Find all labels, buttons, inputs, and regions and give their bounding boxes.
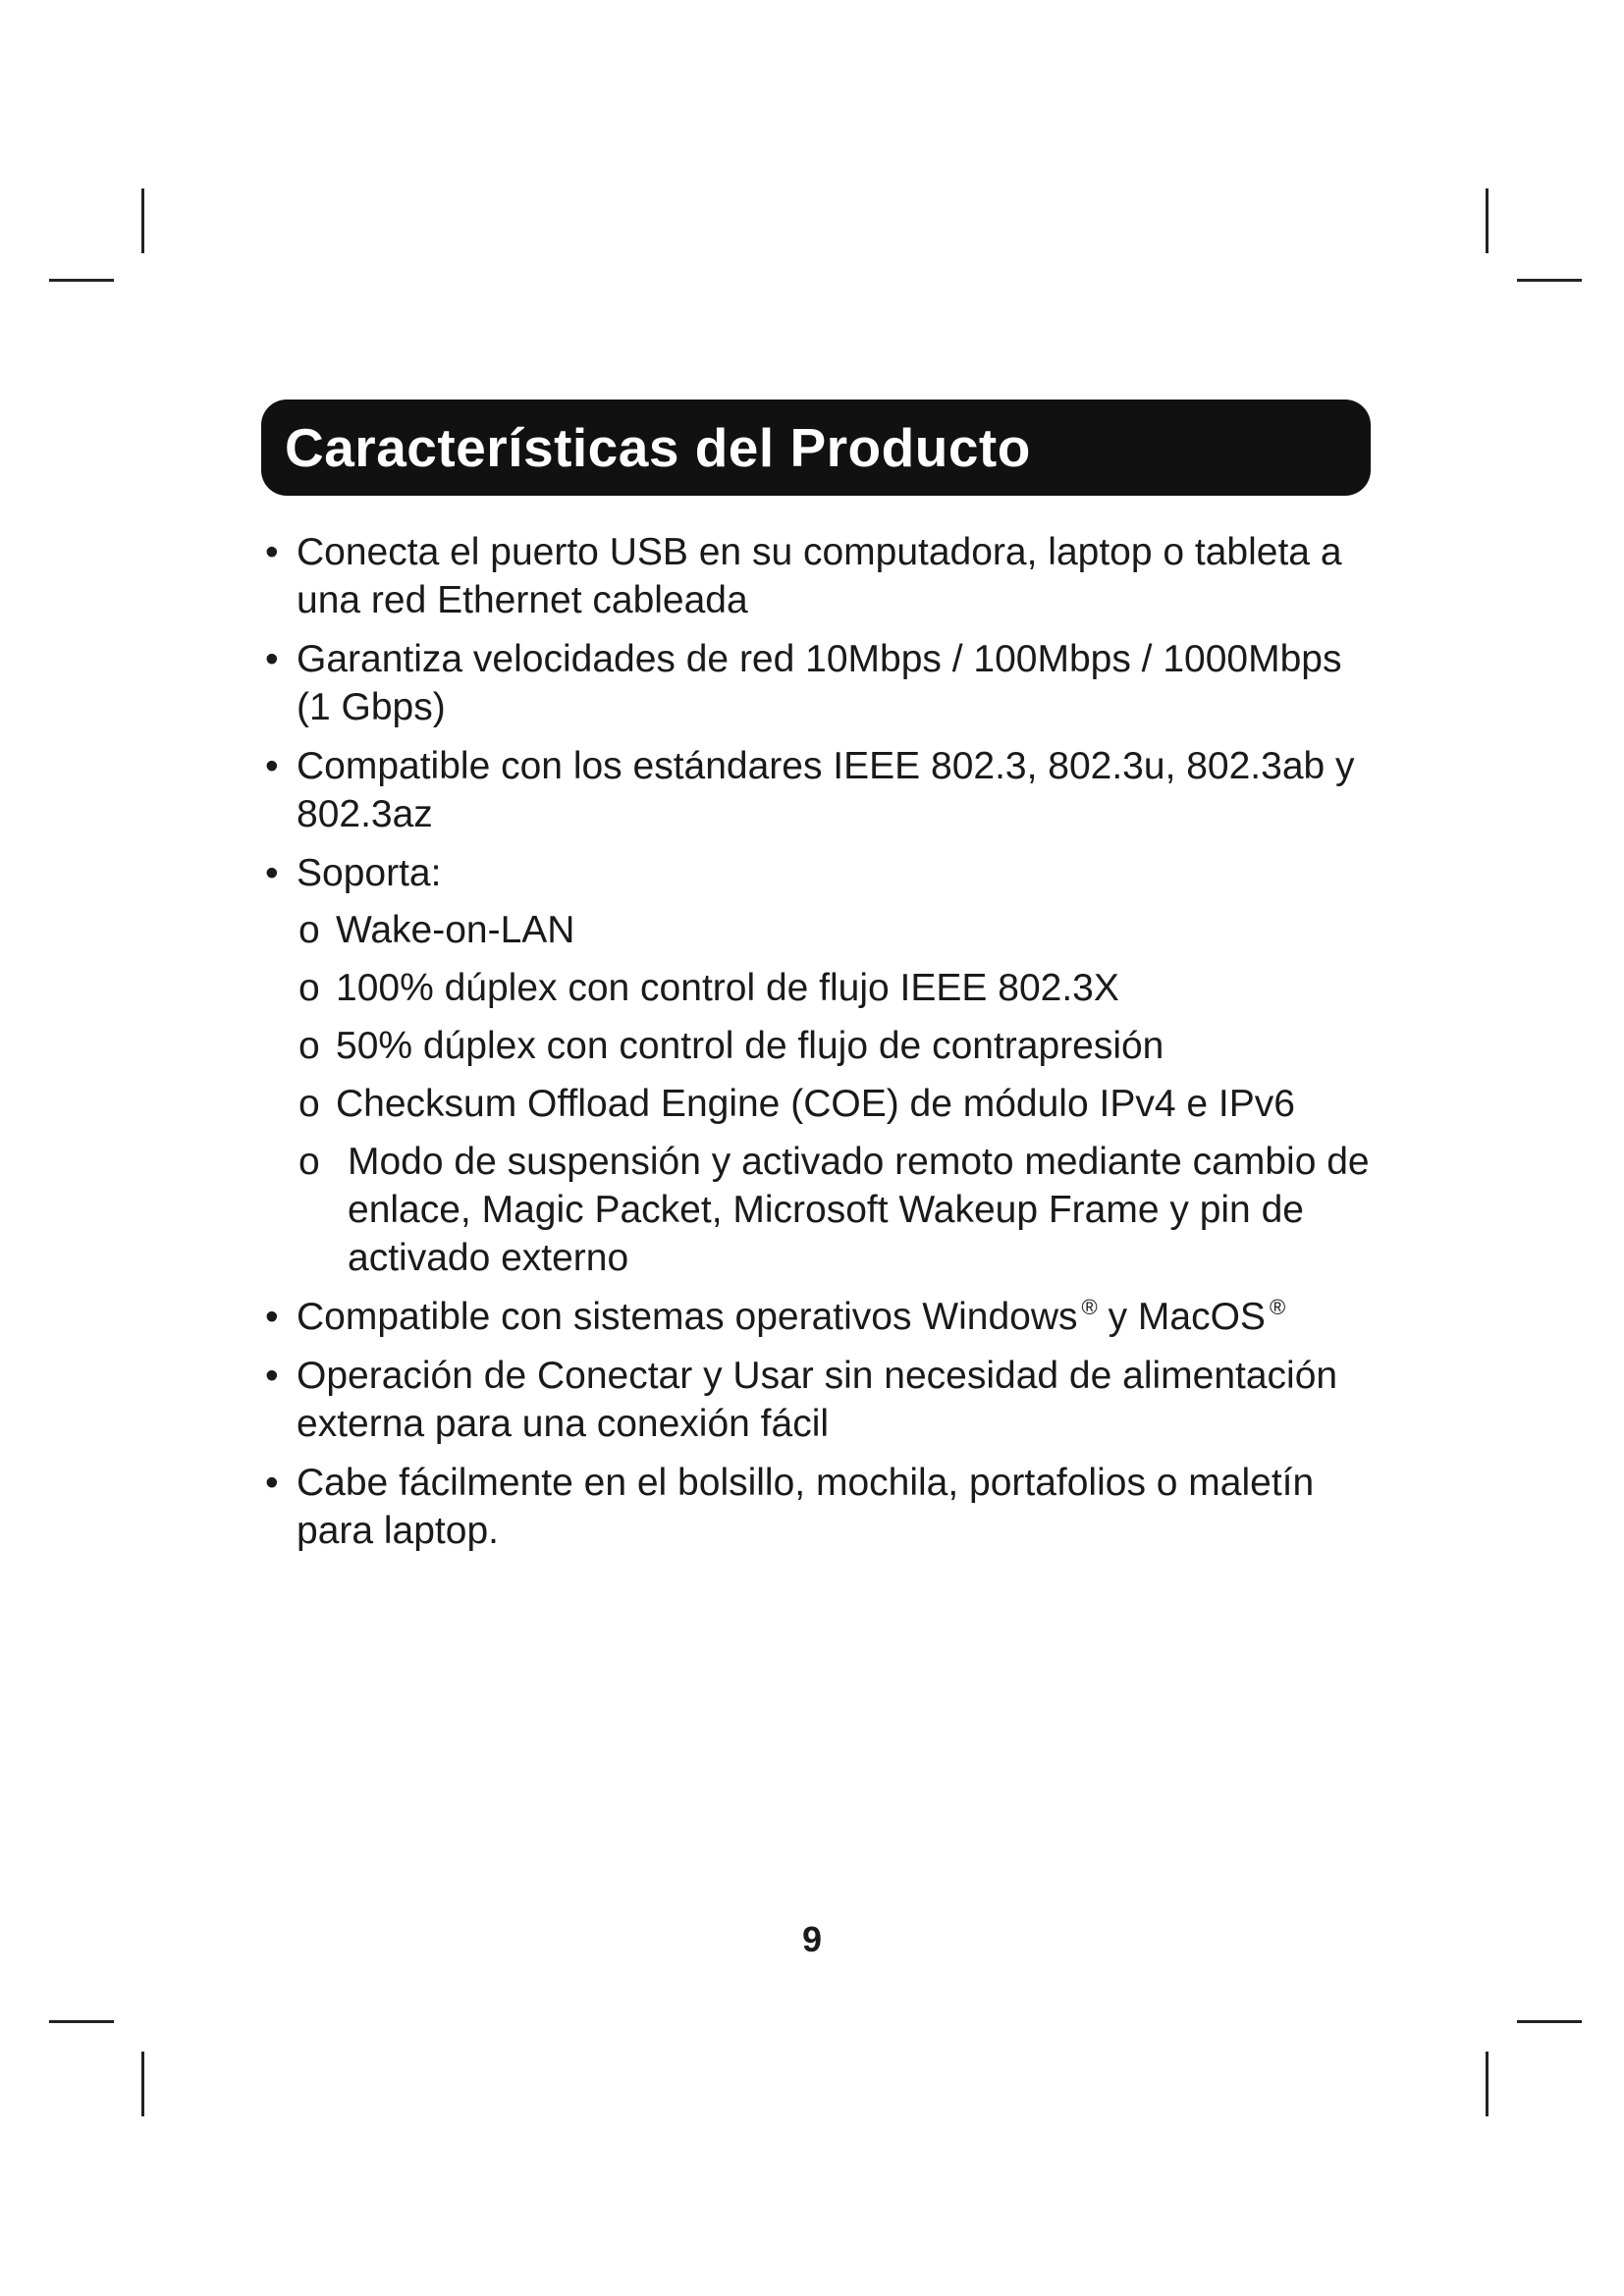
crop-mark-bottom-right-vertical: [1486, 2052, 1489, 2116]
bullet-glyph: •: [265, 852, 279, 894]
feature-item: [261, 1352, 1371, 1448]
bullet-glyph: •: [265, 638, 279, 680]
section-header-bar: [261, 400, 1371, 496]
crop-mark-top-right-horizontal: [1517, 279, 1582, 282]
sub-item: [297, 1138, 1371, 1282]
sub-marker: o: [298, 967, 320, 1009]
feature-item: [261, 742, 1371, 838]
sub-item: [297, 964, 1371, 1012]
sub-item-text: Modo de suspensión y activado remoto mediante cambio de enlace, Magic Packet, Microsoft Wakeup Frame y pin de activado externo: [348, 1141, 1370, 1279]
os-text-macos: y MacOS: [1097, 1296, 1266, 1338]
bullet-glyph: •: [265, 531, 279, 573]
sub-item: [297, 1080, 1371, 1128]
sub-marker: o: [298, 1083, 320, 1125]
feature-text: [297, 1293, 1371, 1341]
bullet-glyph: •: [265, 1355, 279, 1397]
bullet-glyph: •: [265, 1462, 279, 1504]
bullet-glyph: •: [265, 1296, 279, 1338]
sub-marker: o: [298, 1025, 320, 1067]
sub-item-text: Wake-on-LAN: [336, 909, 575, 951]
feature-item-supports: [261, 849, 1371, 1282]
crop-mark-bottom-right-horizontal: [1517, 2020, 1582, 2023]
sub-item-text: 100% dúplex con control de flujo IEEE 802.3X: [336, 967, 1119, 1009]
sub-item: [297, 1022, 1371, 1070]
feature-text: Garantiza velocidades de red 10Mbps / 100Mbps / 1000Mbps (1 Gbps): [297, 638, 1342, 728]
supports-sublist: [297, 906, 1371, 1282]
crop-mark-top-left-horizontal: [49, 279, 114, 282]
feature-item: [261, 1293, 1371, 1341]
section-title: Características del Producto: [285, 417, 1031, 478]
feature-item: [261, 1459, 1371, 1555]
feature-text: Soporta:: [297, 852, 442, 894]
sub-marker: o: [298, 909, 320, 951]
sub-item-text: 50% dúplex con control de flujo de contrapresión: [336, 1025, 1164, 1067]
crop-mark-top-right-vertical: [1486, 188, 1489, 253]
registered-mark: ®: [1269, 1295, 1286, 1319]
crop-mark-bottom-left-vertical: [141, 2052, 144, 2116]
sub-item: [297, 906, 1371, 954]
page-number: 9: [801, 1919, 823, 1959]
crop-mark-top-left-vertical: [141, 188, 144, 253]
feature-item: [261, 528, 1371, 624]
os-text-windows: Compatible con sistemas operativos Windows: [297, 1296, 1078, 1338]
registered-mark: ®: [1081, 1295, 1098, 1319]
bullet-glyph: •: [265, 745, 279, 787]
feature-text: Operación de Conectar y Usar sin necesidad de alimentación externa para una conexión fácil: [297, 1355, 1338, 1445]
feature-text: Cabe fácilmente en el bolsillo, mochila, portafolios o maletín para laptop.: [297, 1462, 1315, 1552]
sub-marker: o: [298, 1141, 320, 1183]
crop-mark-bottom-left-horizontal: [49, 2020, 114, 2023]
feature-text: Compatible con los estándares IEEE 802.3, 802.3u, 802.3ab y 802.3az: [297, 745, 1355, 835]
feature-item: [261, 635, 1371, 731]
sub-item-text: Checksum Offload Engine (COE) de módulo IPv4 e IPv6: [336, 1083, 1295, 1125]
feature-list: [261, 528, 1371, 1566]
feature-text: Conecta el puerto USB en su computadora, laptop o tableta a una red Ethernet cableada: [297, 531, 1342, 621]
